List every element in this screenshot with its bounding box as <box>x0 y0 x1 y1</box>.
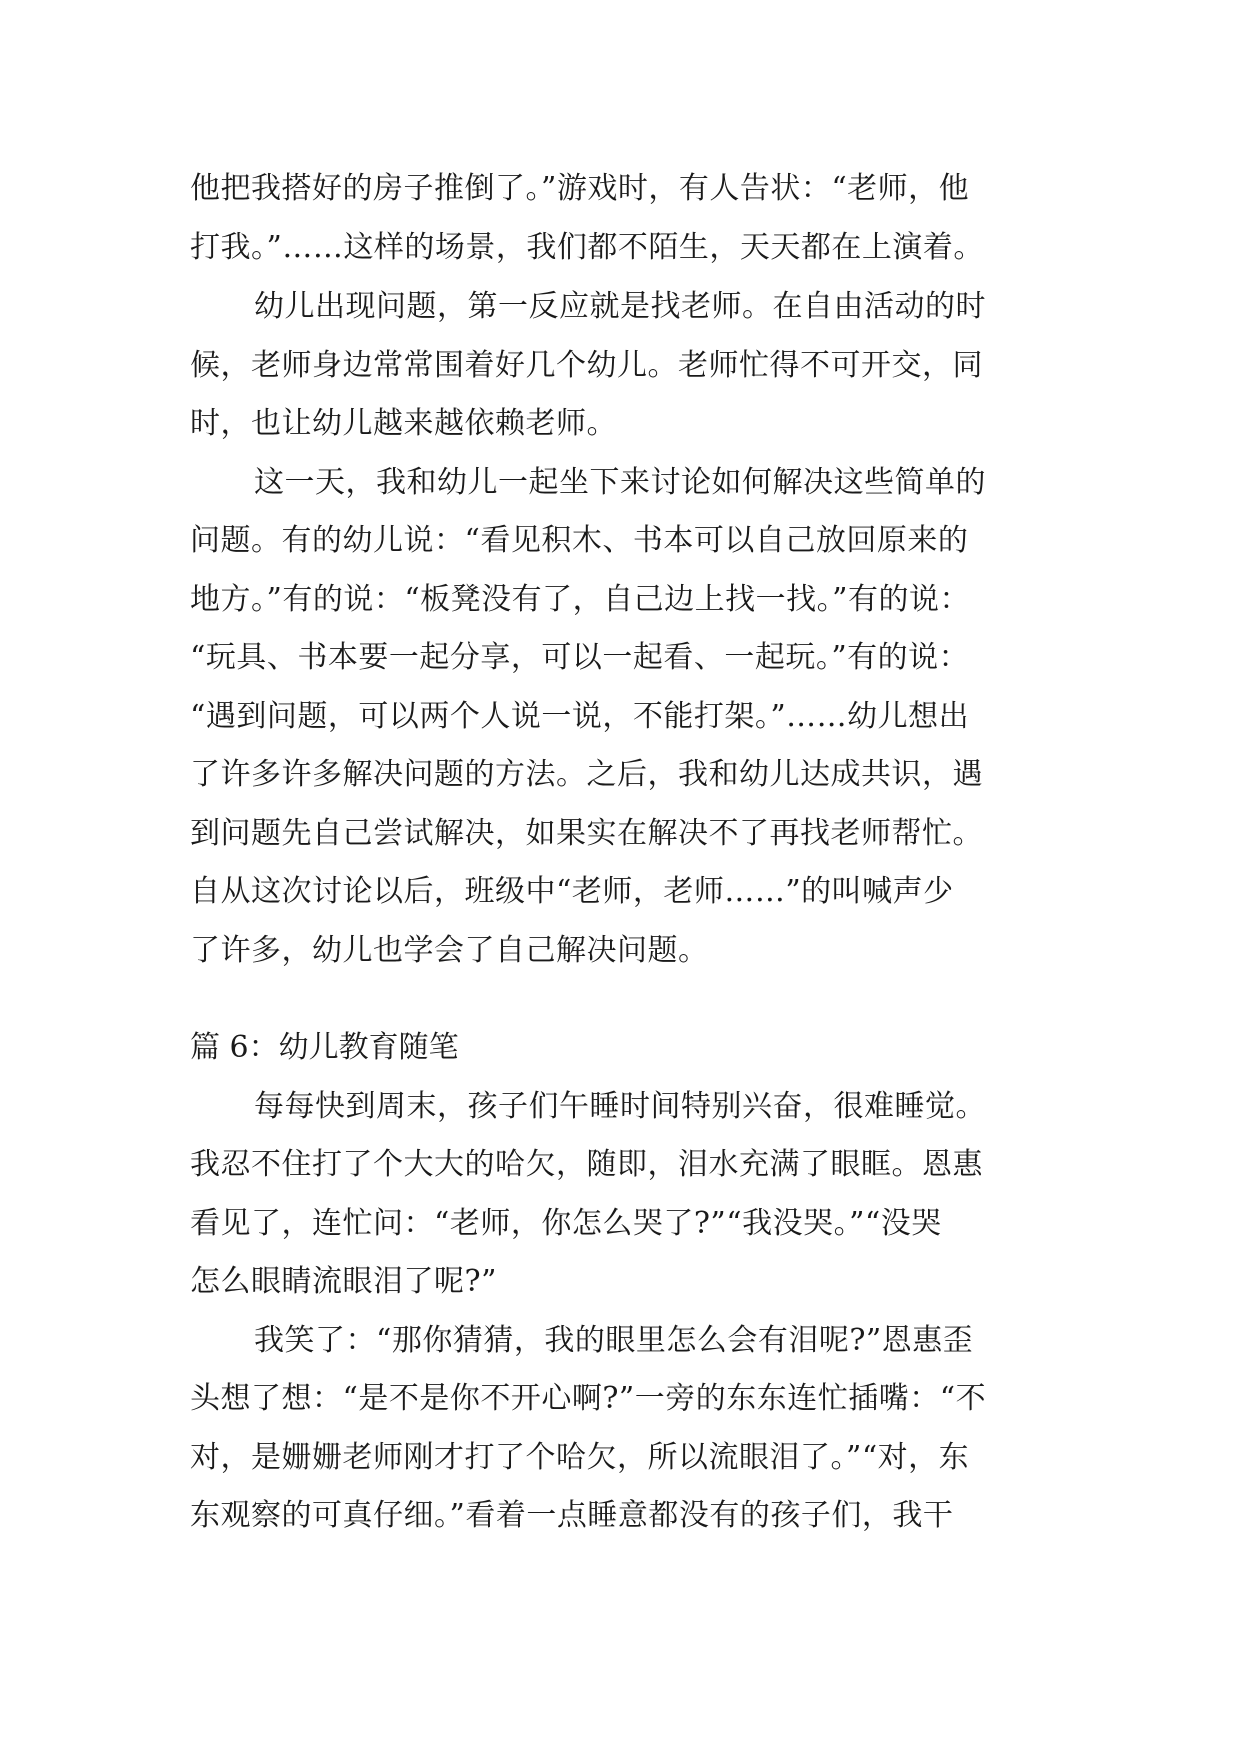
paragraph-line: 怎么眼睛流眼泪了呢?” <box>190 1264 497 1299</box>
paragraph-line: 问题。有的幼儿说：“看见积木、书本可以自己放回原来的 <box>190 523 969 558</box>
paragraph-line: 了许多，幼儿也学会了自己解决问题。 <box>190 933 709 968</box>
paragraph-line: 自从这次讨论以后，班级中“老师，老师……”的叫喊声少 <box>190 874 954 909</box>
paragraph-line: 了许多许多解决问题的方法。之后，我和幼儿达成共识，遇 <box>190 757 983 792</box>
paragraph-line: 他把我搭好的房子推倒了。”游戏时，有人告状：“老师，他 <box>190 171 970 206</box>
paragraph-line: 打我。”……这样的场景，我们都不陌生，天天都在上演着。 <box>190 230 984 265</box>
paragraph-line: 时，也让幼儿越来越依赖老师。 <box>190 406 617 441</box>
paragraph-line: 这一天，我和幼儿一起坐下来讨论如何解决这些简单的 <box>254 465 986 500</box>
paragraph-line: “遇到问题，可以两个人说一说，不能打架。”……幼儿想出 <box>190 699 970 734</box>
paragraph-line: 头想了想：“是不是你不开心啊?”一旁的东东连忙插嘴：“不 <box>190 1381 987 1416</box>
section-heading: 篇 6：幼儿教育随笔 <box>190 1030 459 1065</box>
paragraph-line: 幼儿出现问题，第一反应就是找老师。在自由活动的时 <box>254 289 986 324</box>
paragraph-line: 对，是姗姗老师刚才打了个哈欠，所以流眼泪了。”“对，东 <box>190 1440 970 1475</box>
paragraph-line: 我笑了：“那你猜猜，我的眼里怎么会有泪呢?”恩惠歪 <box>254 1323 974 1358</box>
paragraph-line: “玩具、书本要一起分享，可以一起看、一起玩。”有的说： <box>190 640 970 675</box>
paragraph-line: 到问题先自己尝试解决，如果实在解决不了再找老师帮忙。 <box>190 816 983 851</box>
paragraph-line: 我忍不住打了个大大的哈欠，随即，泪水充满了眼眶。恩惠 <box>190 1147 983 1182</box>
paragraph-line: 地方。”有的说：“板凳没有了，自己边上找一找。”有的说： <box>190 582 971 617</box>
paragraph-line: 看见了，连忙问：“老师，你怎么哭了?”“我没哭。”“没哭 <box>190 1206 942 1241</box>
paragraph-line: 每每快到周末，孩子们午睡时间特别兴奋，很难睡觉。 <box>254 1089 986 1124</box>
paragraph-line: 东观察的可真仔细。”看着一点睡意都没有的孩子们，我干 <box>190 1498 954 1533</box>
paragraph-line: 候，老师身边常常围着好几个幼儿。老师忙得不可开交，同 <box>190 348 983 383</box>
